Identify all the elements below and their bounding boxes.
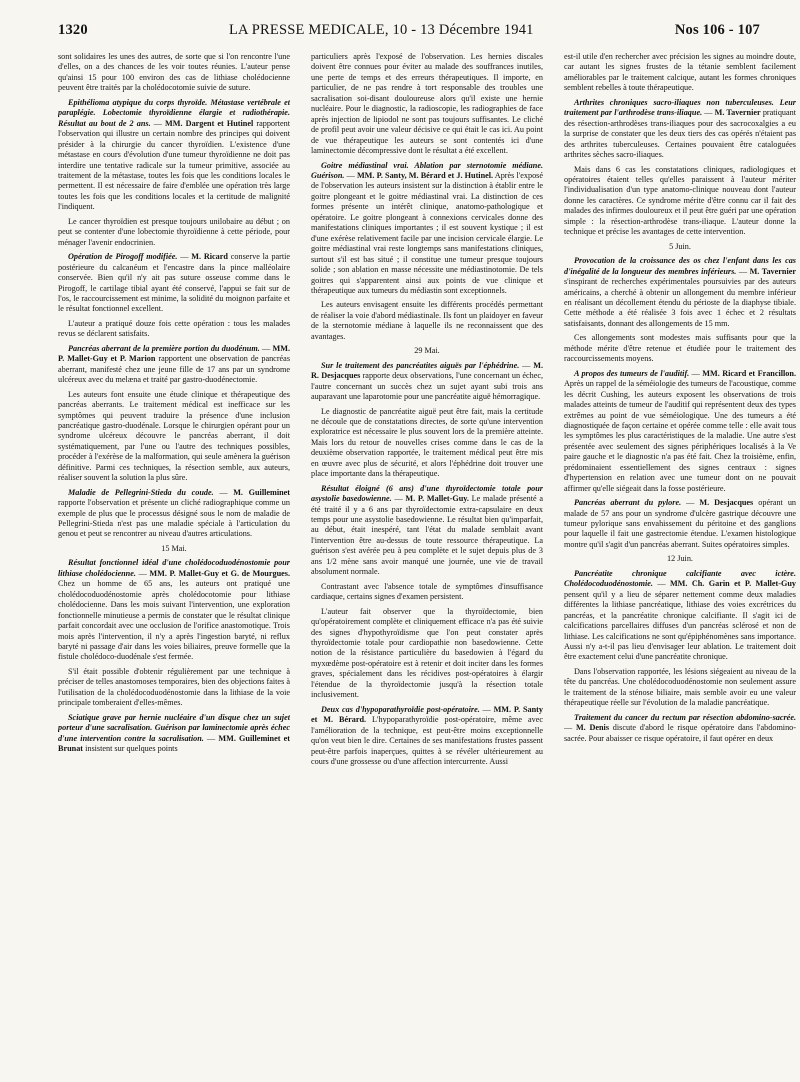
- paragraph: L'auteur a pratiqué douze fois cette opération : tous les malades revus se déclarent satisfaits.: [58, 318, 290, 339]
- session-date: 5 Juin.: [669, 241, 691, 251]
- article-body: L'hypoparathyroïdie post-opératoire, même avec l'amélioration de la technique, est peut-être moins exceptionnelle qu'on veut bien le dire. Certaines de ses manifestations frustes passent peut-être parfois inaperçues, quittes à se révéler ultérieurement au cours d'une grossesse ou d'une affection intercurrente. Aussi: [311, 715, 543, 766]
- session-date: 29 Mai.: [414, 346, 440, 356]
- article-body: Chez un homme de 65 ans, les auteurs ont pratiqué une cholédocoduodénostomie après cholédocotomie pour lithiase cholédocienne. Dans les mois suivant l'intervention, une exploration fonctionnelle minutieuse a permis de constater que le résultat clinique parfait concordait avec une occlusion de l'orifice anastomotique. Trois mois après l'intervention, il n'y a après l'ingestion baryté, ni reflux baryté ni passage d'air dans les voies biliaires, preuve formelle que la fistule cholédoco-duodénale s'est fermée.: [58, 579, 290, 662]
- text-column-1: [58, 52, 290, 1074]
- paragraph: sont solidaires les unes des autres, de sorte que si l'on rencontre l'une d'elles, on a des chances de les voir toutes réunies. L'auteur pense qu'ainsi 15 pour 100 environ des cas de lithiase cholédocienne peuvent être traités par la cholédocotomie suivie de suture.: [58, 52, 290, 93]
- page-header: [58, 22, 760, 44]
- article-heading: Pancréas aberrant de la première portion du duodénum.: [68, 343, 260, 353]
- article-entry: Provocation de la croissance des os chez l'enfant dans les cas d'inégalité de la longueur des membres inférieurs. — M. Tavernier s'inspirant de recherches expérimentales poursuivies par des auteurs américains, a cherché à obtenir un allongement du membre inférieur en réalisant un décollement étendu du périoste de la diaphyse tibiale. Cette méthode a été réalisée 3 fois avec 1 échec et 2 résultats satisfaisants, donnant des allongements de 15 mm.: [564, 256, 796, 328]
- article-entry: Goitre médiastinal vrai. Ablation par sternotomie médiane. Guérison. — MM. P. Santy, M. Bérard et J. Hutinel. Après l'exposé de l'observation les auteurs insistent sur la distinction à établir entre le goitre plongeant et le goitre médiastinal vrai. La distinction de ces formes présente un intérêt clinique, anatomo-pathologique et opératoire. Le goitre plongeant à connexions cervicales donne des manifestations cliniques importantes ; il est souvent kystique ; il est d'une exérèse relativement facile par une incision cervicale élargie. Le goitre médiastinal vrai reste longtemps sans manifestations cliniques, surtout s'il est bas situé ; il constitue une tumeur presque toujours solide ; son ablation en masse nécessite une médiastinotomie. De tels goitres qui s'apparentent ainsi aux points de vue clinique et thérapeutique aux tumeurs du médiastin sont exceptionnels.: [311, 160, 543, 295]
- issue-number: Nos 106 - 107: [674, 22, 760, 38]
- session-date: 15 Mai.: [161, 543, 187, 553]
- article-body: rapportent l'observation qui illustre un certain nombre des principes qui doivent présider à la chirurgie du cancer thyroïdien. L'existence d'une métastase en cours d'évolution d'une tumeur thyroïdienne ne doit pas interdire une tentative radicale sur la tumeur primitive, associée au traitement de la métastase, toutes les fois que les conditions locales le permettent. Il est nécessaire de faire d'emblée une opération très large toutes les fois que les conditions locales et la certitude de malignité l'indiquent.: [58, 118, 290, 212]
- article-heading: Sciatique grave par hernie nucléaire d'un disque chez un sujet porteur d'une sacralisation. Guérison par laminectomie après échec d'une intervention contre la sacralisation.: [58, 712, 290, 743]
- article-entry: Pancréas aberrant du pylore. — M. Desjacques opérant un malade de 57 ans pour un syndrome d'ulcère gastrique découvre une tumeur pylorique sans envahissement du péritoine et des ganglions pour laquelle il fait une gastrectomie étendue. L'examen histologique montre qu'il s'agit d'un pancréas aberrant. Suites opératoires simples.: [564, 498, 796, 549]
- article-entry: Sur le traitement des pancréatites aiguës par l'éphédrine. — M. R. Desjacques rapporte deux observations, l'une concernant un échec, l'autre concernant un succès chez un sujet ayant subi trois ans auparavant une laparotomie pour une pancréatite aiguë hémorragique.: [311, 360, 543, 402]
- article-authors: M. Ricard: [191, 252, 228, 262]
- article-entry: A propos des tumeurs de l'auditif. — MM. Ricard et Francillon. Après un rappel de la séméiologie des tumeurs de l'acoustique, comme les décrit Cushing, les auteurs exposent les observations de trois malades atteints de tumeur de l'auditif qui représentent deux des types extrêmes au point de vue séméiologique. Une des tumeurs a été diagnostiquée de façon certaine et opérée comme telle : elle avait tous les symptômes les plus caractéristiques de la maladie. Une autre s'est présentée avec seulement des signes périphériques localisés à la Ve paire gauche et le diagnostic n'a pas été fait. Chez la troisième, enfin, prédominaient essentiellement des signes centraux : signes d'hypertension en relation avec une tumeur dont on ne pouvait affirmer qu'elle siégeait dans la fosse postérieure.: [564, 368, 796, 493]
- article-entry: Arthrites chroniques sacro-iliaques non tuberculeuses. Leur traitement par l'arthrodèse trans-iliaque. — M. Tavernier pratiquant des résection-arthrodèses trans-iliaques pour des sacrocoxalgies a eu la surprise de constater que les deux tiers des cas opérés n'étaient pas des arthrites tuberculeuses. Certaines pouvaient être cataloguées arthrites sèches sacro-iliaques.: [564, 97, 796, 160]
- article-authors: M. Desjacques: [699, 498, 754, 508]
- article-body: rapportent une observation de pancréas aberrant, manifesté chez une jeune fille de 17 ans par un syndrome ulcéreux avec du melæna et traité par gastro-duodénectomie.: [58, 354, 290, 385]
- article-authors: M. Tavernier: [714, 108, 761, 118]
- article-entry: Résultat fonctionnel idéal d'une cholédocoduodénostomie pour lithiase cholédocienne. — MM. P. Mallet-Guy et G. de Mourgues. Chez un homme de 65 ans, les auteurs ont pratiqué une cholédocoduodénostomie après cholédocotomie pour lithiase cholédocienne. Dans les mois suivant l'intervention, une exploration fonctionnelle minutieuse a permis de constater que le résultat clinique parfait concordait avec une occlusion de l'orifice anastomotique. Trois mois après l'intervention, il n'y a après l'ingestion baryté, ni reflux baryté ni passage d'air dans les voies biliaires, preuve formelle que la fistule cholédoco-duodénale s'est fermée.: [58, 558, 290, 662]
- paragraph: Ces allongements sont modestes mais suffisants pour que la méthode mérite d'être retenue et étudiée pour le traitement des raccourcissements moyens.: [564, 333, 796, 364]
- article-authors: M. Tavernier: [749, 266, 796, 276]
- page-number: 1320: [58, 22, 88, 38]
- article-heading: Résultat éloigné (6 ans) d'une thyroïdectomie totale pour asystolie basedowienne.: [311, 483, 543, 504]
- article-heading: Résultat fonctionnel idéal d'une cholédocoduodénostomie pour lithiase cholédocienne.: [58, 558, 290, 578]
- article-body: insistent sur quelques points: [85, 744, 178, 754]
- article-heading: Arthrites chroniques sacro-iliaques non tuberculeuses. Leur traitement par l'arthrodèse trans-iliaque.: [564, 97, 796, 118]
- paragraph: Dans l'observation rapportée, les lésions siégeaient au niveau de la tête du pancréas. Une cholédocoduodénostomie non seulement assure le traitement de la sténose biliaire, mais semble avoir eu une valeur thérapeutique réelle sur l'évolution de la maladie pancréatique.: [564, 666, 796, 708]
- article-heading: Provocation de la croissance des os chez l'enfant dans les cas d'inégalité de la longueur des membres inférieurs.: [564, 256, 796, 276]
- article-authors: MM. P. Mallet-Guy et G. de Mourgues.: [149, 568, 290, 578]
- article-entry: Pancréatite chronique calcifiante avec ictère. Cholédocoduodénostomie. — MM. Ch. Garin et P. Mallet-Guy pensent qu'il y a lieu de séparer nettement comme deux maladies différentes la lithiase pancréatique, lithiase des voies excrétrices du pancréas, et la pancréatite chronique calcifiante. Il s'agit ici de calcifications parcellaires diffuses d'un pancréas sclérosé et non de lithiase. Les calcifications ne sont qu'épiphénomènes sans importance. Aussi n'y a-t-il pas lieu d'envisager leur ablation. Le traitement doit être exactement celui d'une pancréatite chronique.: [564, 568, 796, 662]
- article-authors: M. R. Desjacques: [311, 360, 543, 381]
- paragraph: Mais dans 6 cas les constatations cliniques, radiologiques et opératoires étaient telles qu'elles paraissent à l'auteur mériter l'individualisation d'un type anatomo-clinique nouveau dont l'auteur donne les caractères. Ce syndrome mérite d'être connu car il fait des malades des infirmes douloureux et il peut être guéri par une opération simple : la résection-arthrodèse trans-iliaque. L'auteur donne la technique et précise les avantages de cette intervention.: [564, 164, 796, 237]
- paragraph: particuliers après l'exposé de l'observation. Les hernies discales doivent être connues pour éviter au malade des souffrances inutiles, une perte de temps et des erreurs thérapeutiques. Il importe, en particulier, de ne pas rendre à tort responsable des troubles une sacralisation soi-disant douloureuse alors qu'il existe une hernie nucléaire. Pour le diagnostic, la radioscopie, les radiographies de face après injection de lipiodol ne sont pas toujours suffisantes. Le cliché de profil peut avoir une valeur décisive ce qui était le cas ici. Au point de vue thérapeutique les auteurs se sont contentés ici d'une laminectomie décompressive dont le résultat a été excellent.: [311, 52, 543, 156]
- article-authors: MM. Dargent et Hutinel: [165, 118, 254, 128]
- paragraph: S'il était possible d'obtenir régulièrement par une technique à préciser de telles anastomoses temporaires, bien des objections faites à l'utilisation de la cholédocoduodénostomie dans la lithiase de la voie principale tomberaient d'elles-mêmes.: [58, 666, 290, 708]
- article-entry: Pancréas aberrant de la première portion du duodénum. — MM. P. Mallet-Guy et P. Marion rapportent une observation de pancréas aberrant, manifesté chez une jeune fille de 17 ans par un syndrome ulcéreux avec du melæna et traité par gastro-duodénectomie.: [58, 343, 290, 385]
- article-authors: MM. Ch. Garin et P. Mallet-Guy: [669, 579, 796, 589]
- article-heading: A propos des tumeurs de l'auditif.: [574, 368, 690, 378]
- article-entry: Epithélioma atypique du corps thyroïde. Métastase vertébrale et paraplégie. Lobectomie thyroïdienne élargie et radiothérapie. Résultat au bout de 2 ans. — MM. Dargent et Hutinel rapportent l'observation qui illustre un certain nombre des principes qui doivent présider à la chirurgie du cancer thyroïdien. L'existence d'une métastase en cours d'évolution d'une tumeur thyroïdienne ne doit pas interdire une tentative radicale sur la tumeur primitive, associée au traitement de la métastase, toutes les fois que les conditions locales le permettent. Il est nécessaire de faire d'emblée une opération très large toutes les fois que les conditions locales et la certitude de malignité l'indiquent.: [58, 97, 290, 212]
- article-entry: Deux cas d'hypoparathyroïdie post-opératoire. — MM. P. Santy et M. Bérard. L'hypoparathyroïdie post-opératoire, même avec l'amélioration de la technique, est peut-être moins exceptionnelle qu'on veut bien le dire. Certaines de ses manifestations frustes passent peut-être parfois inaperçues, quittes à se révéler ultérieurement au cours d'une grossesse ou d'une affection intercurrente. Aussi: [311, 704, 543, 766]
- article-entry: Sciatique grave par hernie nucléaire d'un disque chez un sujet porteur d'une sacralisation. Guérison par laminectomie après échec d'une intervention contre la sacralisation. — MM. Guilleminet et Brunat insistent sur quelques points: [58, 712, 290, 754]
- text-column-3: [564, 52, 796, 1074]
- article-body: rapporte l'observation et présente un cliché radiographique comme un exemple de plus que le processus désigné sous le nom de maladie de Pellegrini-Stieda n'est pas une maladie spéciale à l'articulation du genou et peut se rencontrer au niveau d'autres articulations.: [58, 498, 290, 539]
- article-body: discute d'abord le risque opératoire dans l'abdomino-sacrée. Pour abaisser ce risque opératoire, il faut opérer en deux: [564, 723, 796, 743]
- article-heading: Opération de Pirogoff modifiée.: [68, 252, 178, 262]
- article-entry: Opération de Pirogoff modifiée. — M. Ricard conserve la partie postérieure du calcanéum et l'encastre dans la pince malléolaire conservée. Bien qu'il n'y ait pas suture osseuse comme dans le Pirogoff, le cartilage tibial ayant été conservé, l'appui se fait sur de l'os, le raccourcissement est minime, la solidité du moignon parfaite et le résultat fonctionnel excellent.: [58, 252, 290, 314]
- article-heading: Pancréatite chronique calcifiante avec ictère. Cholédocoduodénostomie.: [564, 568, 796, 589]
- paragraph: Les auteurs font ensuite une étude clinique et thérapeutique des pancréas aberrants. Le traitement médical est inefficace sur les symptômes qui peuvent traduire la présence d'une inclusion pancréatique gastro-duodénale. Lorsque le chirurgien opérant pour un syndrome ulcéreux découvre le pancréas aberrant, il doit systématiquement, par l'une ou l'autre des techniques possibles, procéder à l'exérèse de la malformation, qui seule amènera la guérison définitive. Parmi ces techniques, la résection semble, aux auteurs, réaliser souvent la solution la plus sûre.: [58, 389, 290, 483]
- article-heading: Goitre médiastinal vrai. Ablation par sternotomie médiane. Guérison.: [311, 160, 543, 180]
- article-body: Après un rappel de la séméiologie des tumeurs de l'acoustique, comme les décrit Cushing, les auteurs exposent les observations de trois malades atteints de tumeur de l'auditif qui représentent deux des types extrêmes au point de vue séméiologique. Une des tumeurs a été diagnostiquée de façon certaine et opérée comme telle : elle avait tous les symptômes les plus caractéristiques de la maladie. Une autre s'est présentée avec seulement des signes périphériques localisés à la Ve paire gauche et le diagnostic n'a pas été fait. Chez la troisième, enfin, prédominaient essentiellement des signes centraux : signes d'hypertension en relation avec une tumeur dont on ne pouvait affirmer qu'elle siégeait dans la fosse postérieure.: [564, 379, 796, 493]
- session-date: 12 Juin.: [667, 554, 693, 564]
- article-authors: M. P. Mallet-Guy.: [405, 494, 469, 504]
- paragraph: Contrastant avec l'absence totale de symptômes d'insuffisance cardiaque, certains signes d'examen persistent.: [311, 581, 543, 602]
- paragraph: Le cancer thyroïdien est presque toujours unilobaire au début ; on peut se contenter d'une lobectomie thyroïdienne à cette période, pour ménager l'avenir endocrinien.: [58, 216, 290, 247]
- paragraph: est-il utile d'en rechercher avec précision les signes au moindre doute, car autant les signes frustes de la tétanie semblent facilement améliorables par le traitement calcique, autant les formes chroniques semblent rebelles à toute thérapeutique.: [564, 52, 796, 93]
- article-body: pensent qu'il y a lieu de séparer nettement comme deux maladies différentes la lithiase pancréatique, lithiase des voies excrétrices du pancréas, et la pancréatite chronique calcifiante. Il s'agit ici de calcifications parcellaires diffuses d'un pancréas sclérosé et non de lithiase. Les calcifications ne sont qu'épiphénomènes sans importance. Aussi n'y a-t-il pas lieu d'envisager leur ablation. Le traitement doit être exactement celui d'une pancréatite chronique.: [564, 589, 796, 662]
- article-authors: MM. P. Santy, M. Bérard et J. Hutinel.: [356, 170, 494, 180]
- article-authors: MM. Ricard et Francillon.: [702, 368, 796, 378]
- article-body: Après l'exposé de l'observation les auteurs insistent sur la distinction à établir entre le goitre plongeant et le goitre médiastinal vrai. La distinction de ces formes présente un intérêt clinique, anatomo-pathologique et opératoire. Le goitre plongeant à connexions cervicales donne des manifestations cliniques importantes ; il est souvent kystique ; il est d'une exérèse relativement facile par une incision cervicale élargie. Le goitre médiastinal vrai reste longtemps sans manifestations cliniques, surtout s'il est bas situé ; il constitue une tumeur presque toujours solide ; son ablation en masse nécessite une médiastinotomie. De tels goitres qui s'apparentent ainsi aux points de vue clinique et thérapeutique aux tumeurs du médiastin sont exceptionnels.: [311, 170, 543, 295]
- article-heading: Maladie de Pellegrini-Stieda du coude.: [68, 487, 214, 497]
- article-authors: MM. P. Mallet-Guy et P. Marion: [58, 343, 290, 364]
- article-entry: Maladie de Pellegrini-Stieda du coude. — M. Guilleminet rapporte l'observation et présente un cliché radiographique comme un exemple de plus que le processus désigné sous le nom de maladie de Pellegrini-Stieda n'est pas une maladie spéciale à l'articulation du genou et peut se rencontrer au niveau d'autres articulations.: [58, 487, 290, 539]
- article-entry: Résultat éloigné (6 ans) d'une thyroïdectomie totale pour asystolie basedowienne. — M. P. Mallet-Guy. Le malade présenté a été traité il y a 6 ans par thyroïdectomie extra-capsulaire en deux temps pour une asystolie basedowienne. Le résultat bien qu'imparfait, au début, était inespéré, tant l'état du malade semblait avant l'intervention être au-dessus de toute ressource thérapeutique. La guérison s'est avérée peu à peu complète et le sujet depuis plus de 3 ans 1/2 mène sans avoir manqué une journée, une vie de travail absolument normale.: [311, 483, 543, 577]
- article-heading: Sur le traitement des pancréatites aiguës par l'éphédrine.: [321, 360, 520, 370]
- article-heading: Pancréas aberrant du pylore.: [574, 498, 682, 508]
- article-body: pratiquant des résection-arthrodèses trans-iliaques pour des sacrocoxalgies a eu la surprise de constater que les deux tiers des cas opérés n'étaient pas des arthrites tuberculeuses. Certaines pouvaient être cataloguées arthrites sèches sacro-iliaques.: [564, 108, 796, 160]
- article-body: opérant un malade de 57 ans pour un syndrome d'ulcère gastrique découvre une tumeur pylorique sans envahissement du péritoine et des ganglions pour laquelle il fait une gastrectomie étendue. L'examen histologique montre qu'il s'agit d'un pancréas aberrant. Suites opératoires simples.: [564, 498, 796, 549]
- article-entry: Traitement du cancer du rectum par résection abdomino-sacrée. — M. Denis discute d'abord le risque opératoire dans l'abdomino-sacrée. Pour abaisser ce risque opératoire, il faut opérer en deux: [564, 712, 796, 743]
- article-body: s'inspirant de recherches expérimentales poursuivies par des auteurs américains, a cherché à obtenir un allongement du membre inférieur en réalisant un décollement étendu du périoste de la diaphyse tibiale. Cette méthode a été réalisée 3 fois avec 1 échec et 2 résultats satisfaisants, donnant des allongements de 15 mm.: [564, 277, 796, 328]
- article-heading: Deux cas d'hypoparathyroïdie post-opératoire.: [321, 704, 480, 714]
- article-body: conserve la partie postérieure du calcanéum et l'encastre dans la pince malléolaire conservée. Bien qu'il n'y ait pas suture osseuse comme dans le Pirogoff, le cartilage tibial ayant été conservé, l'appui se fait sur de l'os, le raccourcissement est minime, la solidité du moignon parfaite et le résultat fonctionnel excellent.: [58, 252, 290, 314]
- text-column-2: [311, 52, 543, 1074]
- article-body: Le malade présenté a été traité il y a 6 ans par thyroïdectomie extra-capsulaire en deux temps pour une asystolie basedowienne. Le résultat bien qu'imparfait, au début, était inespéré, tant l'état du malade semblait avant l'intervention être au-dessus de toute ressource thérapeutique. La guérison s'est avérée peu à peu complète et le sujet depuis plus de 3 ans 1/2 mène sans avoir manqué une journée, une vie de travail absolument normale.: [311, 494, 543, 577]
- article-authors: M. Denis: [575, 723, 610, 733]
- article-authors: M. Guilleminet: [233, 487, 290, 497]
- article-authors: MM. P. Santy et M. Bérard.: [311, 704, 543, 725]
- paragraph: Le diagnostic de pancréatite aiguë peut être fait, mais la certitude ne découle que de constatations directes, de sorte qu'une intervention exploratrice est nécessaire le plus souvent lors de la première atteinte. Mais lors du retour de nouvelles crises comme dans le cas de la deuxième observation rapportée, le traitement médical peut être mis en œuvre avec plus de sécurité, et alors l'éphédrine doit trouver une place importante dans la thérapeutique.: [311, 406, 543, 479]
- article-body: rapporte deux observations, l'une concernant un échec, l'autre concernant un succès chez un sujet ayant subi trois ans auparavant une laparotomie pour une pancréatite aiguë hémorragique.: [311, 371, 543, 402]
- paragraph: Les auteurs envisagent ensuite les différents procédés permettant de réaliser la voie d'abord médiastinale. Ils font un plaidoyer en faveur de la sternotomie médiane à laquelle ils ne reconnaissent que des avantages.: [311, 300, 543, 341]
- article-heading: Traitement du cancer du rectum par résection abdomino-sacrée.: [574, 712, 796, 722]
- article-heading: Epithélioma atypique du corps thyroïde. Métastase vertébrale et paraplégie. Lobectomie thyroïdienne élargie et radiothérapie. Résultat au bout de 2 ans.: [58, 97, 290, 128]
- article-authors: MM. Guilleminet et Brunat: [58, 733, 290, 754]
- paragraph: L'auteur fait observer que la thyroïdectomie, bien qu'opératoirement complète et cliniquement efficace n'a pas été suivie des signes d'hypothyroïdisme que l'on peut constater après thyroïdectomie totale pour cardiopathie non basedowienne. Cette notion de la résistance particulière du basedowien à l'égard du myxœdème post-opératoire est à retenir et doit inciter dans les formes graves, spécialement dans les récidives post-opératoires à élargir l'étendue de la thyroïdectomie jusqu'à la résection totale inclusivement.: [311, 606, 543, 700]
- journal-title: LA PRESSE MEDICALE, 10 - 13 Décembre 1941: [229, 22, 534, 38]
